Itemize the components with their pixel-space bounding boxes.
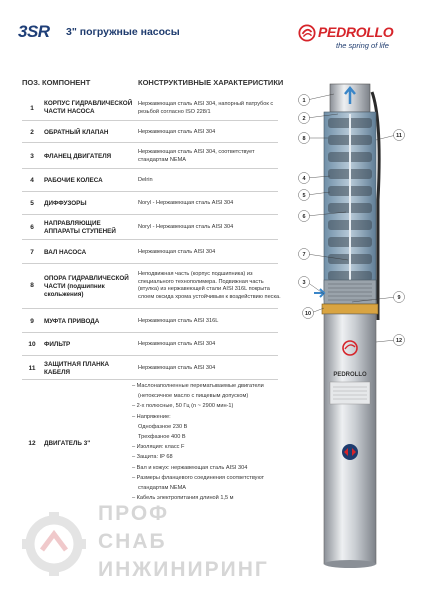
- callout-label: 8: [302, 136, 306, 142]
- row-features: Нержавеющая сталь AISI 304, соответствует стандартам NEMA: [138, 149, 255, 163]
- row-component: ОПОРА ГИДРАВЛИЧЕСКОЙ ЧАСТИ (подшипник скольжения): [44, 275, 129, 298]
- row-component: РАБОЧИЕ КОЛЕСА: [44, 177, 103, 184]
- table-row: [22, 264, 281, 309]
- row-features: Нержавеющая сталь AISI 304: [138, 249, 216, 255]
- row-num: 10: [28, 341, 36, 348]
- pump-cutaway-illustration: [290, 80, 420, 580]
- page-title: 3" погружные насосы: [66, 26, 180, 38]
- row-num: 5: [30, 200, 34, 207]
- row-num: 4: [30, 177, 34, 184]
- profsnab-watermark-logo: [18, 500, 278, 590]
- row-component: ОБРАТНЫЙ КЛАПАН: [44, 129, 109, 136]
- col-header-num: ПОЗ.: [22, 78, 41, 87]
- table-row: [22, 309, 278, 333]
- callout-label: 11: [396, 133, 402, 139]
- motor-spec-item: – Кабель электропитания длиной 1,5 м: [132, 495, 234, 502]
- callout-label: 4: [302, 176, 306, 182]
- row-num: 6: [30, 224, 34, 231]
- row-features: Нержавеющая сталь AISI 304, напорный патрубок с резьбой согласно ISO 228/1: [138, 101, 274, 115]
- motor-protection-icon: [342, 444, 358, 460]
- motor-bottom-cap: [324, 560, 376, 568]
- row-num: 12: [28, 440, 36, 447]
- row-features: Noryl - Нержавеющая сталь AISI 304: [138, 224, 234, 230]
- row-features: Неподвижная часть (корпус подшипника) из специального технополимера. Подвижная часть (втулка) из нержавеющей стали AISI 316L покрыта слоем оксида хрома устойчивым к воздействию песка.: [138, 271, 281, 300]
- row-component: ДИФФУЗОРЫ: [44, 200, 87, 207]
- pedrollo-swirl-icon: [298, 24, 316, 42]
- row-features: Нержавеющая сталь AISI 316L: [138, 318, 219, 324]
- motor-spec-item: – Размеры фланцевого соединения соответствуют: [132, 474, 265, 481]
- motor-flange: [322, 304, 378, 314]
- table-row: [22, 356, 278, 380]
- row-component: ВАЛ НАСОСА: [44, 249, 87, 256]
- table-row: [22, 121, 278, 143]
- motor-spec-item: Однофазное 230 В: [138, 423, 188, 430]
- row-num: 11: [28, 365, 36, 372]
- motor-spec-item: – Защита: IP 68: [132, 454, 173, 461]
- col-header-features: КОНСТРУКТИВНЫЕ ХАРАКТЕРИСТИКИ: [138, 78, 284, 87]
- motor-spec-item: – 2-х полюсные, 50 Гц (n ~ 2900 мин-1): [132, 403, 234, 410]
- motor-spec-item: – Напряжение:: [132, 413, 171, 420]
- row-features: Delrin: [138, 177, 153, 183]
- watermark-line-1: ПРОФ: [98, 502, 170, 525]
- profsnab-gear-icon: [18, 508, 90, 580]
- row-component: ФИЛЬТР: [44, 341, 71, 348]
- pedrollo-logo: [298, 22, 418, 52]
- watermark-line-3: ИНЖИНИРИНГ: [98, 558, 269, 581]
- callout-label: 2: [302, 116, 306, 122]
- motor-body: [324, 314, 376, 564]
- row-component: ФЛАНЕЦ ДВИГАТЕЛЯ: [44, 153, 112, 160]
- row-features: Нержавеющая сталь AISI 304: [138, 129, 216, 135]
- motor-spec-item: Трехфазное 400 В: [138, 434, 186, 441]
- row-num: 9: [30, 318, 34, 325]
- row-num: 3: [30, 153, 34, 160]
- callout-label: 10: [304, 311, 312, 317]
- table-row: [22, 333, 278, 356]
- callout-label: 6: [302, 214, 306, 220]
- row-component: КОРПУС ГИДРАВЛИЧЕСКОЙ ЧАСТИ НАСОСА: [44, 100, 133, 115]
- row-num: 1: [30, 105, 34, 112]
- table-row: [22, 240, 278, 264]
- table-row: [22, 95, 278, 121]
- motor-rating-plate: [330, 382, 370, 404]
- motor-label: PEDROLLO: [333, 372, 367, 378]
- motor-spec-item: (нетоксичное масло с пищевым допуском): [138, 393, 249, 400]
- row-component: МУФТА ПРИВОДА: [44, 318, 100, 325]
- row-num: 7: [30, 249, 34, 256]
- motor-spec-list: [132, 381, 282, 503]
- callout-label: 3: [302, 280, 306, 286]
- table-row: [22, 215, 278, 240]
- header: [0, 0, 426, 60]
- table-row: [22, 169, 278, 192]
- pedrollo-slogan: the spring of life: [336, 41, 389, 50]
- row-component: ЗАЩИТНАЯ ПЛАНКА КАБЕЛЯ: [44, 361, 110, 376]
- row-features: Нержавеющая сталь AISI 304: [138, 365, 216, 371]
- callout-label: 7: [302, 252, 306, 258]
- pedrollo-name: PEDROLLO: [318, 24, 394, 40]
- row-component: НАПРАВЛЯЮЩИЕ АППАРАТЫ СТУПЕНЕЙ: [44, 220, 116, 235]
- callout-label: 1: [302, 98, 306, 104]
- series-brand: 3SR: [18, 22, 50, 41]
- table-row: [22, 192, 278, 215]
- col-header-component: КОМПОНЕНТ: [42, 78, 91, 87]
- row-num: 8: [30, 282, 34, 289]
- watermark-line-2: СНАБ: [98, 530, 167, 553]
- motor-spec-item: – Маслонаполненные перематываемые двигатели: [132, 383, 264, 389]
- table-row: [22, 143, 278, 169]
- motor-spec-item: – Изоляция: класс F: [132, 444, 185, 451]
- row-features: Нержавеющая сталь AISI 304: [138, 341, 216, 347]
- row-component: ДВИГАТЕЛЬ 3": [44, 440, 91, 447]
- row-num: 2: [30, 129, 34, 136]
- callout-label: 9: [397, 295, 401, 301]
- callout-label: 5: [302, 193, 306, 199]
- motor-spec-item: – Вал и кожух: нержавеющая сталь AISI 304: [132, 464, 248, 471]
- row-features: Noryl - Нержавеющая сталь AISI 304: [138, 200, 234, 206]
- callout-label: 12: [395, 338, 403, 344]
- motor-spec-item: стандартам NEMA: [138, 485, 187, 492]
